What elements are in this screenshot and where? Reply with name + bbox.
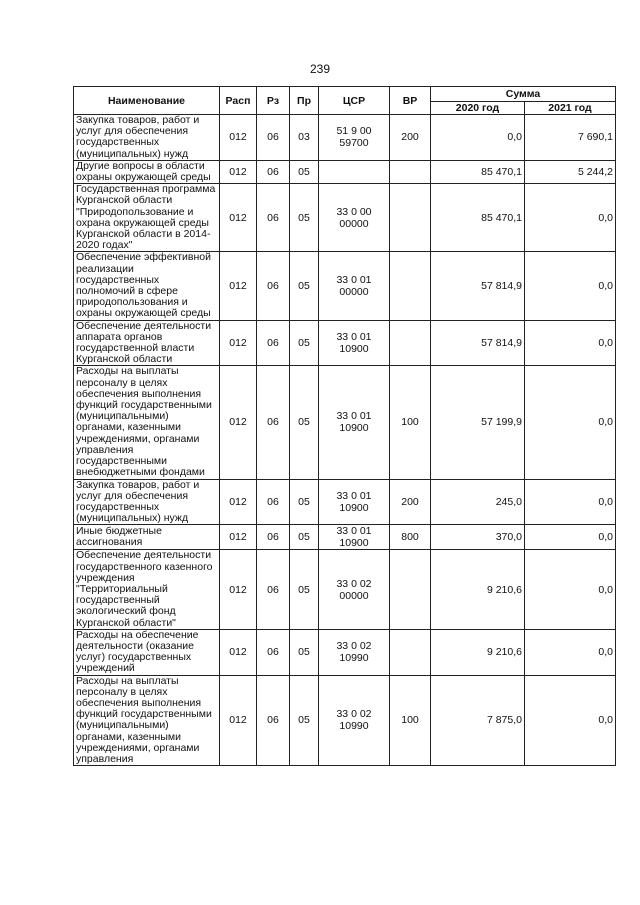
row-rasp: 012: [220, 550, 257, 629]
row-rasp: 012: [220, 160, 257, 183]
row-pr: 03: [290, 115, 319, 161]
row-name: Обеспечение эффективной реализации государственных полномочий в сфере природопользования и охраны окружающей среды: [74, 252, 220, 320]
row-sum-2021: 0,0: [525, 629, 616, 675]
row-sum-2021: 0,0: [525, 252, 616, 320]
row-vr: [390, 184, 431, 252]
row-sum-2021: 0,0: [525, 675, 616, 766]
row-rz: 06: [257, 629, 290, 675]
row-pr: 05: [290, 320, 319, 366]
row-rasp: 012: [220, 184, 257, 252]
row-csr: 33 0 01 10900: [319, 366, 390, 479]
row-csr: [319, 160, 390, 183]
row-rasp: 012: [220, 320, 257, 366]
row-sum-2021: 5 244,2: [525, 160, 616, 183]
row-sum-2020: 7 875,0: [431, 675, 525, 766]
row-sum-2020: 9 210,6: [431, 629, 525, 675]
row-vr: [390, 160, 431, 183]
row-vr: [390, 252, 431, 320]
row-vr: 100: [390, 366, 431, 479]
header-2021: 2021 год: [525, 102, 616, 115]
header-rz: Рз: [257, 87, 290, 115]
row-sum-2020: 57 814,9: [431, 252, 525, 320]
row-rz: 06: [257, 115, 290, 161]
row-sum-2020: 9 210,6: [431, 550, 525, 629]
row-sum-2021: 0,0: [525, 320, 616, 366]
row-pr: 05: [290, 629, 319, 675]
row-csr: 33 0 02 00000: [319, 550, 390, 629]
row-name: Закупка товаров, работ и услуг для обеспечения государственных (муниципальных) нужд: [74, 115, 220, 161]
table-row: [74, 550, 616, 629]
row-pr: 05: [290, 252, 319, 320]
row-csr: 51 9 00 59700: [319, 115, 390, 161]
table-row: [74, 184, 616, 252]
row-rasp: 012: [220, 252, 257, 320]
row-rasp: 012: [220, 366, 257, 479]
row-vr: 800: [390, 525, 431, 550]
row-sum-2020: 57 199,9: [431, 366, 525, 479]
row-vr: 200: [390, 479, 431, 525]
row-rz: 06: [257, 525, 290, 550]
row-name: Иные бюджетные ассигнования: [74, 525, 220, 550]
row-csr: 33 0 01 10900: [319, 479, 390, 525]
table-row: [74, 160, 616, 183]
row-pr: 05: [290, 550, 319, 629]
row-rz: 06: [257, 675, 290, 766]
table-row: [74, 479, 616, 525]
row-pr: 05: [290, 160, 319, 183]
row-name: Расходы на выплаты персоналу в целях обеспечения выполнения функций государственными (муниципальными) органами, казенными учреждениями, органами управления государственными внебюджетными фондами: [74, 366, 220, 479]
row-rz: 06: [257, 320, 290, 366]
row-pr: 05: [290, 366, 319, 479]
row-rasp: 012: [220, 479, 257, 525]
row-csr: 33 0 02 10990: [319, 675, 390, 766]
table-row: [74, 320, 616, 366]
row-vr: [390, 550, 431, 629]
row-sum-2021: 0,0: [525, 366, 616, 479]
row-vr: 100: [390, 675, 431, 766]
table-row: [74, 115, 616, 161]
row-sum-2020: 57 814,9: [431, 320, 525, 366]
row-sum-2020: 85 470,1: [431, 160, 525, 183]
row-vr: [390, 629, 431, 675]
row-rasp: 012: [220, 115, 257, 161]
row-csr: 33 0 01 00000: [319, 252, 390, 320]
row-csr: 33 0 02 10990: [319, 629, 390, 675]
header-2020: 2020 год: [431, 102, 525, 115]
header-vr: ВР: [390, 87, 431, 115]
row-rasp: 012: [220, 675, 257, 766]
row-sum-2020: 85 470,1: [431, 184, 525, 252]
row-name: Другие вопросы в области охраны окружающей среды: [74, 160, 220, 183]
row-csr: 33 0 00 00000: [319, 184, 390, 252]
table-row: [74, 252, 616, 320]
row-rz: 06: [257, 479, 290, 525]
row-rz: 06: [257, 252, 290, 320]
row-rz: 06: [257, 366, 290, 479]
row-rz: 06: [257, 550, 290, 629]
row-name: Государственная программа Курганской области "Природопользование и охрана окружающей среды Курганской области в 2014-2020 годах": [74, 184, 220, 252]
row-name: Расходы на обеспечение деятельности (оказание услуг) государственных учреждений: [74, 629, 220, 675]
row-sum-2021: 0,0: [525, 184, 616, 252]
page-number: 239: [309, 62, 331, 76]
row-sum-2020: 245,0: [431, 479, 525, 525]
row-vr: [390, 320, 431, 366]
header-sum: Сумма: [431, 87, 616, 102]
row-sum-2021: 0,0: [525, 479, 616, 525]
row-name: Обеспечение деятельности аппарата органов государственной власти Курганской области: [74, 320, 220, 366]
row-rz: 06: [257, 160, 290, 183]
row-pr: 05: [290, 525, 319, 550]
row-pr: 05: [290, 184, 319, 252]
row-name: Расходы на выплаты персоналу в целях обеспечения выполнения функций государственными (муниципальными) органами, казенными учреждениями, органами управления: [74, 675, 220, 766]
row-csr: 33 0 01 10900: [319, 525, 390, 550]
row-rz: 06: [257, 184, 290, 252]
header-name: Наименование: [74, 87, 220, 115]
header-rasp: Расп: [220, 87, 257, 115]
row-name: Закупка товаров, работ и услуг для обеспечения государственных (муниципальных) нужд: [74, 479, 220, 525]
row-name: Обеспечение деятельности государственного казенного учреждения "Территориальный государственный экологический фонд Курганской области": [74, 550, 220, 629]
budget-table: [73, 86, 616, 766]
row-rasp: 012: [220, 629, 257, 675]
header-csr: ЦСР: [319, 87, 390, 115]
header-pr: Пр: [290, 87, 319, 115]
table-row: [74, 675, 616, 766]
row-sum-2021: 0,0: [525, 550, 616, 629]
table-row: [74, 366, 616, 479]
table-row: [74, 525, 616, 550]
table-row: [74, 629, 616, 675]
row-sum-2021: 0,0: [525, 525, 616, 550]
row-sum-2020: 370,0: [431, 525, 525, 550]
row-vr: 200: [390, 115, 431, 161]
row-sum-2021: 7 690,1: [525, 115, 616, 161]
row-pr: 05: [290, 675, 319, 766]
row-sum-2020: 0,0: [431, 115, 525, 161]
row-pr: 05: [290, 479, 319, 525]
row-csr: 33 0 01 10900: [319, 320, 390, 366]
row-rasp: 012: [220, 525, 257, 550]
